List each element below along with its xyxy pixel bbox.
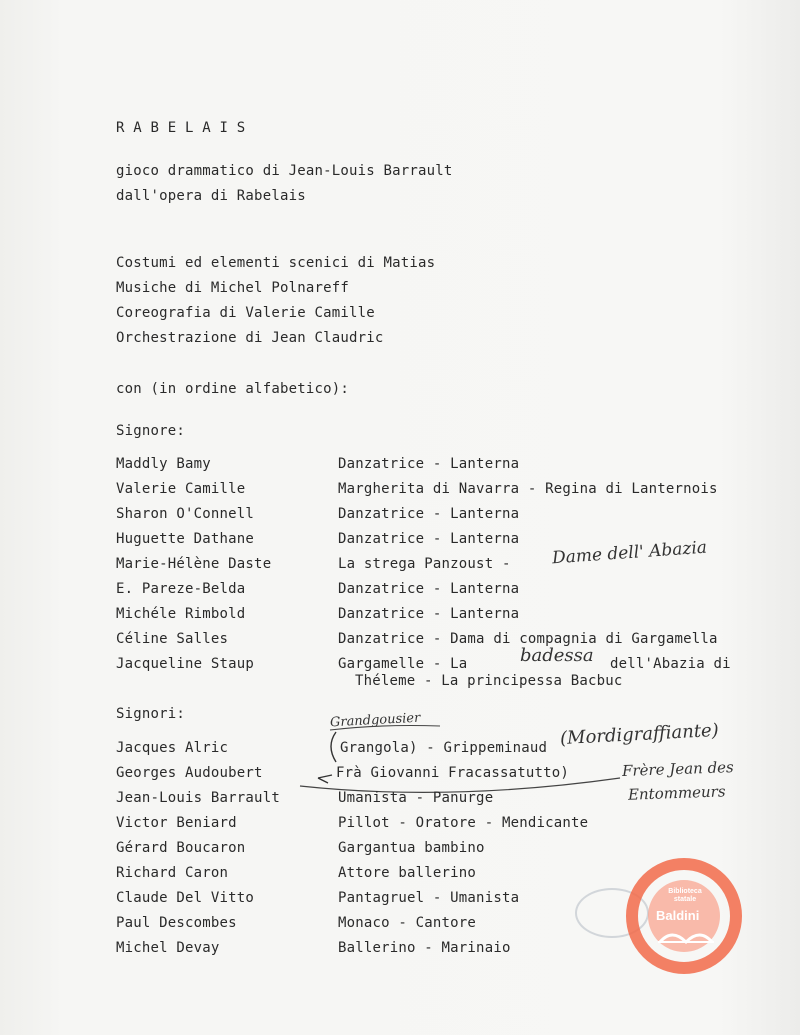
subtitle-line-1: gioco drammatico di Jean-Louis Barrault — [116, 163, 453, 179]
cast-name: Georges Audoubert — [116, 765, 263, 781]
handwritten-badessa: badessa — [520, 645, 594, 666]
cast-role: Gargamelle - La — [338, 656, 468, 672]
cast-role-continued: Théleme - La principessa Bacbuc — [355, 673, 623, 689]
cast-name: Sharon O'Connell — [116, 506, 255, 522]
cast-role: Margherita di Navarra - Regina di Lanternois — [338, 481, 718, 497]
cast-role: Gargantua bambino — [338, 840, 485, 856]
cast-name: Jacqueline Staup — [116, 656, 255, 672]
cast-role: Pantagruel - Umanista — [338, 890, 520, 906]
cast-name: Marie-Hélène Daste — [116, 556, 272, 572]
cast-role: Danzatrice - Lanterna — [338, 581, 520, 597]
cast-name: Michéle Rimbold — [116, 606, 246, 622]
cast-role: La strega Panzoust - — [338, 556, 511, 572]
open-book-icon — [656, 926, 716, 944]
bracket-stroke — [331, 732, 336, 762]
cast-name: Paul Descombes — [116, 915, 237, 931]
cast-role: Pillot - Oratore - Mendicante — [338, 815, 589, 831]
cast-name: Valerie Camille — [116, 481, 246, 497]
cast-intro: con (in ordine alfabetico): — [116, 381, 349, 397]
handwritten-frere-jean: Frère Jean des — [621, 758, 734, 780]
handwritten-mordigraffiante: (Mordigraffiante) — [559, 719, 720, 750]
library-stamp-name: Baldini — [656, 908, 700, 923]
cast-role: Danzatrice - Lanterna — [338, 606, 520, 622]
cast-name: Jean-Louis Barrault — [116, 790, 280, 806]
cast-role: Umanista - Panurge — [338, 790, 494, 806]
subtitle-line-2: dall'opera di Rabelais — [116, 188, 306, 204]
library-stamp-top-text: Biblioteca statale — [668, 888, 702, 903]
cast-role: Danzatrice - Dama di compagnia di Gargamella — [338, 631, 718, 647]
women-heading: Signore: — [116, 423, 186, 439]
cast-role: Attore ballerino — [338, 865, 477, 881]
cast-role: Monaco - Cantore — [338, 915, 477, 931]
credit-costumes: Costumi ed elementi scenici di Matias — [116, 255, 436, 271]
handwritten-dame-abazia: Dame dell' Abazia — [551, 537, 708, 569]
cast-name: Céline Salles — [116, 631, 229, 647]
cast-name: Richard Caron — [116, 865, 229, 881]
cast-name: Huguette Dathane — [116, 531, 255, 547]
cast-role: Danzatrice - Lanterna — [338, 506, 520, 522]
men-heading: Signori: — [116, 706, 186, 722]
cast-name: Claude Del Vitto — [116, 890, 255, 906]
arrow-stroke — [318, 775, 332, 783]
cast-name: E. Pareze-Belda — [116, 581, 246, 597]
cast-name: Gérard Boucaron — [116, 840, 246, 856]
document-title: R A B E L A I S — [116, 120, 246, 136]
credit-choreography: Coreografia di Valerie Camille — [116, 305, 375, 321]
cast-name: Jacques Alric — [116, 740, 229, 756]
cast-role: Danzatrice - Lanterna — [338, 531, 520, 547]
cast-name: Michel Devay — [116, 940, 220, 956]
cast-role: Danzatrice - Lanterna — [338, 456, 520, 472]
cast-role-continued: dell'Abazia di — [610, 656, 731, 672]
handwritten-entommeurs: Entommeurs — [627, 782, 726, 804]
cast-name: Maddly Bamy — [116, 456, 211, 472]
cast-role: Grangola) - Grippeminaud — [340, 740, 548, 756]
handwritten-grandgousier: Grandgousier — [329, 710, 421, 731]
cast-role: Frà Giovanni Fracassatutto) — [336, 765, 569, 781]
cast-name: Victor Beniard — [116, 815, 237, 831]
cast-role: Ballerino - Marinaio — [338, 940, 511, 956]
credit-music: Musiche di Michel Polnareff — [116, 280, 349, 296]
credit-orchestration: Orchestrazione di Jean Claudric — [116, 330, 384, 346]
grandgousier-underline — [330, 726, 440, 731]
